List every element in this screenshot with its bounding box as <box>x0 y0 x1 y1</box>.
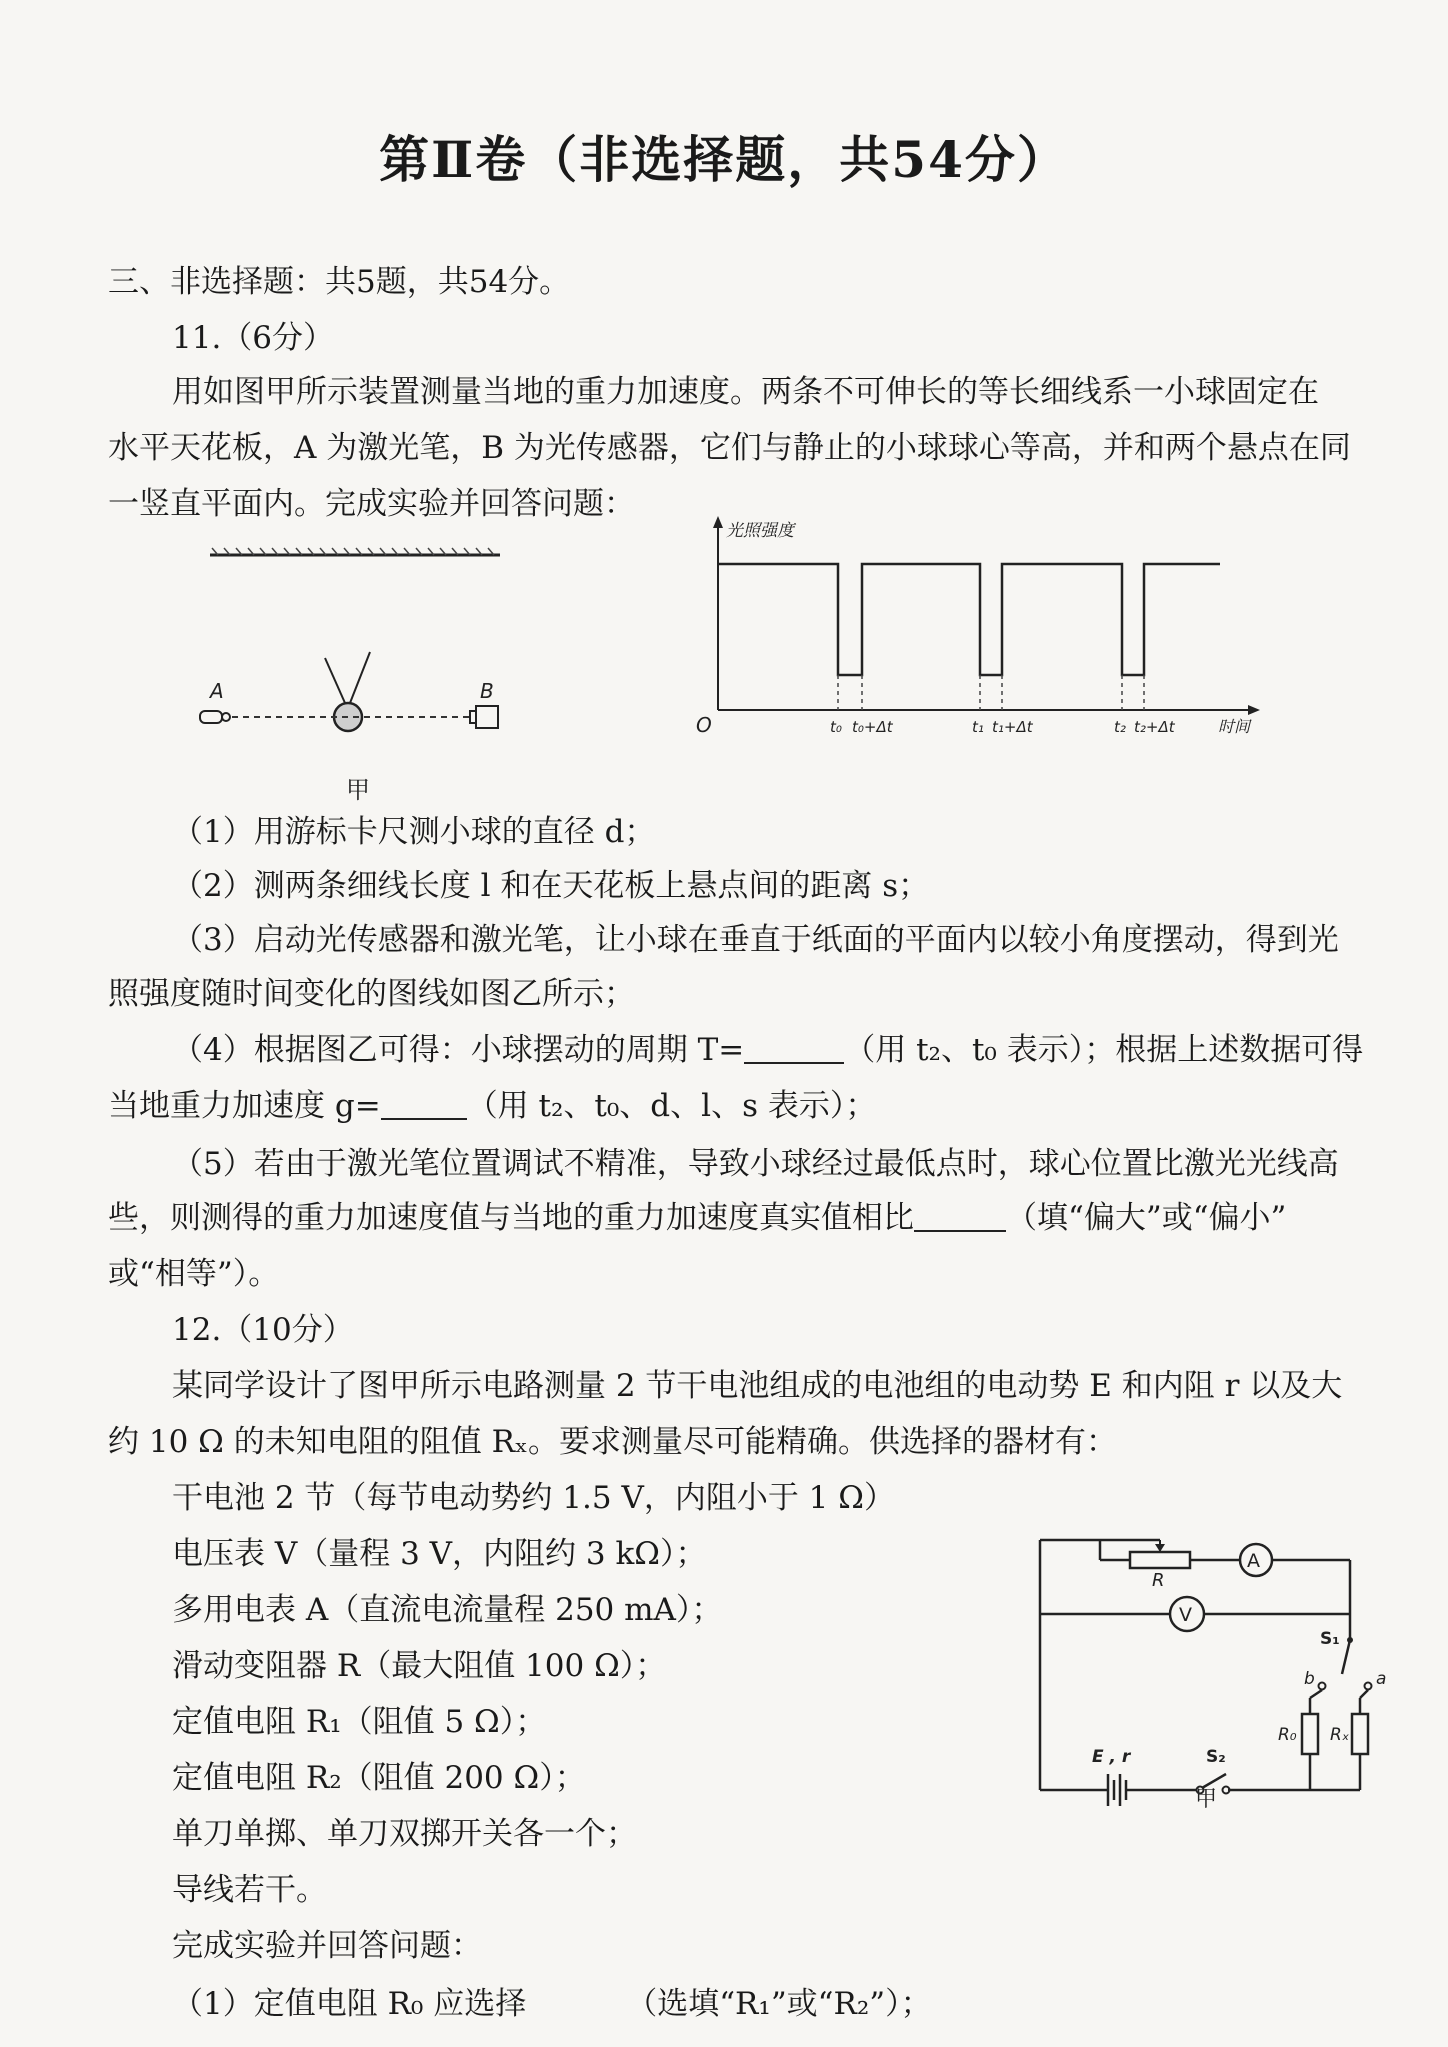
tick-t2: t₂ <box>1114 718 1126 736</box>
x-axis-label: 时间 <box>1218 717 1251 736</box>
tick-t0-dt: t₀+Δt <box>852 718 893 736</box>
material-item: 定值电阻 R₁（阻值 5 Ω）； <box>172 1704 547 1740</box>
y-axis-arrow <box>713 516 723 528</box>
terminal-b <box>1319 1683 1326 1690</box>
rheostat-label: R <box>1152 1570 1165 1591</box>
switch-s2-label: S₂ <box>1206 1747 1226 1767</box>
material-item: 滑动变阻器 R（最大阻值 100 Ω）； <box>172 1648 667 1684</box>
switch-s1-pivot <box>1347 1637 1353 1643</box>
switch-s1-label: S₁ <box>1320 1629 1340 1649</box>
q11-step-4-text-a: （4）根据图乙可得：小球摆动的周期 T= <box>172 1032 745 1068</box>
q11-step-4-line-2 <box>108 1086 876 1126</box>
q11-intro-line-2: 水平天花板，A 为激光笔，B 为光传感器，它们与静止的小球球心等高，并和两个悬点在同 <box>108 430 1351 466</box>
rheostat-r <box>1130 1552 1190 1568</box>
q12-number: 12.（10分） <box>172 1312 354 1348</box>
resistor-r0-label: R₀ <box>1278 1725 1297 1745</box>
battery-symbol <box>1108 1774 1126 1806</box>
q12-intro-line-2: 约 10 Ω 的未知电阻的阻值 Rₓ。要求测量尽可能精确。供选择的器材有： <box>108 1424 1118 1460</box>
x-axis-arrow <box>1248 705 1260 715</box>
material-item: 完成实验并回答问题： <box>172 1928 482 1964</box>
battery-label: E , r <box>1092 1747 1131 1767</box>
resistor-rx-label: Rₓ <box>1330 1725 1350 1745</box>
dashed-guides <box>838 675 1144 710</box>
figure-caption-jia: 甲 <box>346 776 370 804</box>
light-intensity-graph <box>690 510 1270 740</box>
tick-t2-dt: t₂+Δt <box>1134 718 1175 736</box>
q11-number: 11.（6分） <box>172 320 335 356</box>
terminal-a-label: a <box>1376 1669 1387 1689</box>
q11-intro-line-1: 用如图甲所示装置测量当地的重力加速度。两条不可伸长的等长细线系一小球固定在 <box>172 374 1319 410</box>
y-axis-label: 光照强度 <box>726 521 794 541</box>
q12-sub-1-text-a: （1）定值电阻 R₀ 应选择 <box>172 1986 527 2022</box>
q12-intro-line-1: 某同学设计了图甲所示电路测量 2 节干电池组成的电池组的电动势 E 和内阻 r 以及大 <box>172 1368 1343 1404</box>
answer-blank-period[interactable] <box>744 1032 844 1064</box>
q11-intro-line-3: 一竖直平面内。完成实验并回答问题： <box>108 486 635 522</box>
string-right <box>350 652 370 703</box>
q11-step-4-text-b: （用 t₂、t₀ 表示）；根据上述数据可得 <box>844 1032 1364 1068</box>
material-item: 电压表 V（量程 3 V，内阻约 3 kΩ）； <box>172 1536 707 1572</box>
switch-s2-blade <box>1202 1774 1226 1788</box>
intensity-curve <box>718 564 1220 675</box>
material-item: 多用电表 A（直流电流量程 250 mA）； <box>172 1592 723 1628</box>
resistor-r0 <box>1302 1714 1318 1754</box>
voltmeter-label: V <box>1179 1604 1192 1626</box>
q11-step-5-line-2 <box>108 1198 1286 1238</box>
material-item: 导线若干。 <box>172 1872 327 1908</box>
terminal-a <box>1365 1683 1372 1690</box>
circuit-diagram <box>1020 1518 1400 1808</box>
q11-step-5-text-a: 些，则测得的重力加速度值与当地的重力加速度真实值相比 <box>108 1200 914 1236</box>
q11-step-4-text-c: 当地重力加速度 g= <box>108 1088 381 1124</box>
tick-t1-dt: t₁+Δt <box>992 718 1033 736</box>
tick-t0: t₀ <box>830 718 842 736</box>
q11-step-2: （2）测两条细线长度 l 和在天花板上悬点间的距离 s； <box>172 868 930 904</box>
material-item: 定值电阻 R₂（阻值 200 Ω）； <box>172 1760 586 1796</box>
string-left <box>325 658 345 703</box>
origin-label: O <box>696 713 712 737</box>
q11-step-4-line-1 <box>172 1030 1363 1070</box>
q11-step-4-text-d: （用 t₂、t₀、d、l、s 表示）； <box>466 1088 877 1124</box>
ammeter-label: A <box>1247 1550 1260 1572</box>
q11-step-5-line-3: 或“相等”）。 <box>108 1256 280 1292</box>
light-sensor-b <box>470 706 498 728</box>
label-a: A <box>210 679 224 703</box>
terminal-b-label: b <box>1304 1669 1315 1689</box>
answer-blank-gravity[interactable] <box>381 1088 467 1120</box>
tick-t1: t₁ <box>972 718 984 736</box>
pendulum-apparatus-figure <box>180 540 540 810</box>
q11-step-5-text-b: （填“偏大”或“偏小” <box>1006 1200 1287 1236</box>
answer-blank-comparison[interactable] <box>914 1200 1006 1232</box>
q11-step-3-line-2: 照强度随时间变化的图线如图乙所示； <box>108 976 635 1012</box>
resistor-rx <box>1352 1714 1368 1754</box>
q11-step-5-line-1: （5）若由于激光笔位置调试不精准，导致小球经过最低点时，球心位置比激光光线高 <box>172 1146 1339 1182</box>
material-item: 干电池 2 节（每节电动势约 1.5 V，内阻小于 1 Ω） <box>172 1480 895 1516</box>
q12-sub-1-text-b: （选填“R₁”或“R₂”）； <box>626 1986 932 2022</box>
q12-sub-question-1 <box>172 1984 932 2024</box>
q11-step-1: （1）用游标卡尺测小球的直径 d； <box>172 814 656 850</box>
label-b: B <box>480 679 494 703</box>
circuit-caption-jia: 甲 <box>1195 1787 1218 1808</box>
page-title: 第Ⅱ卷（非选择题，共54分） <box>379 130 1069 189</box>
q11-step-3-line-1: （3）启动光传感器和激光笔，让小球在垂直于纸面的平面内以较小角度摆动，得到光 <box>172 922 1339 958</box>
material-item: 单刀单掷、单刀双掷开关各一个； <box>172 1816 637 1852</box>
section-heading: 三、非选择题：共5题，共54分。 <box>108 264 571 300</box>
laser-pen-a <box>200 711 230 723</box>
